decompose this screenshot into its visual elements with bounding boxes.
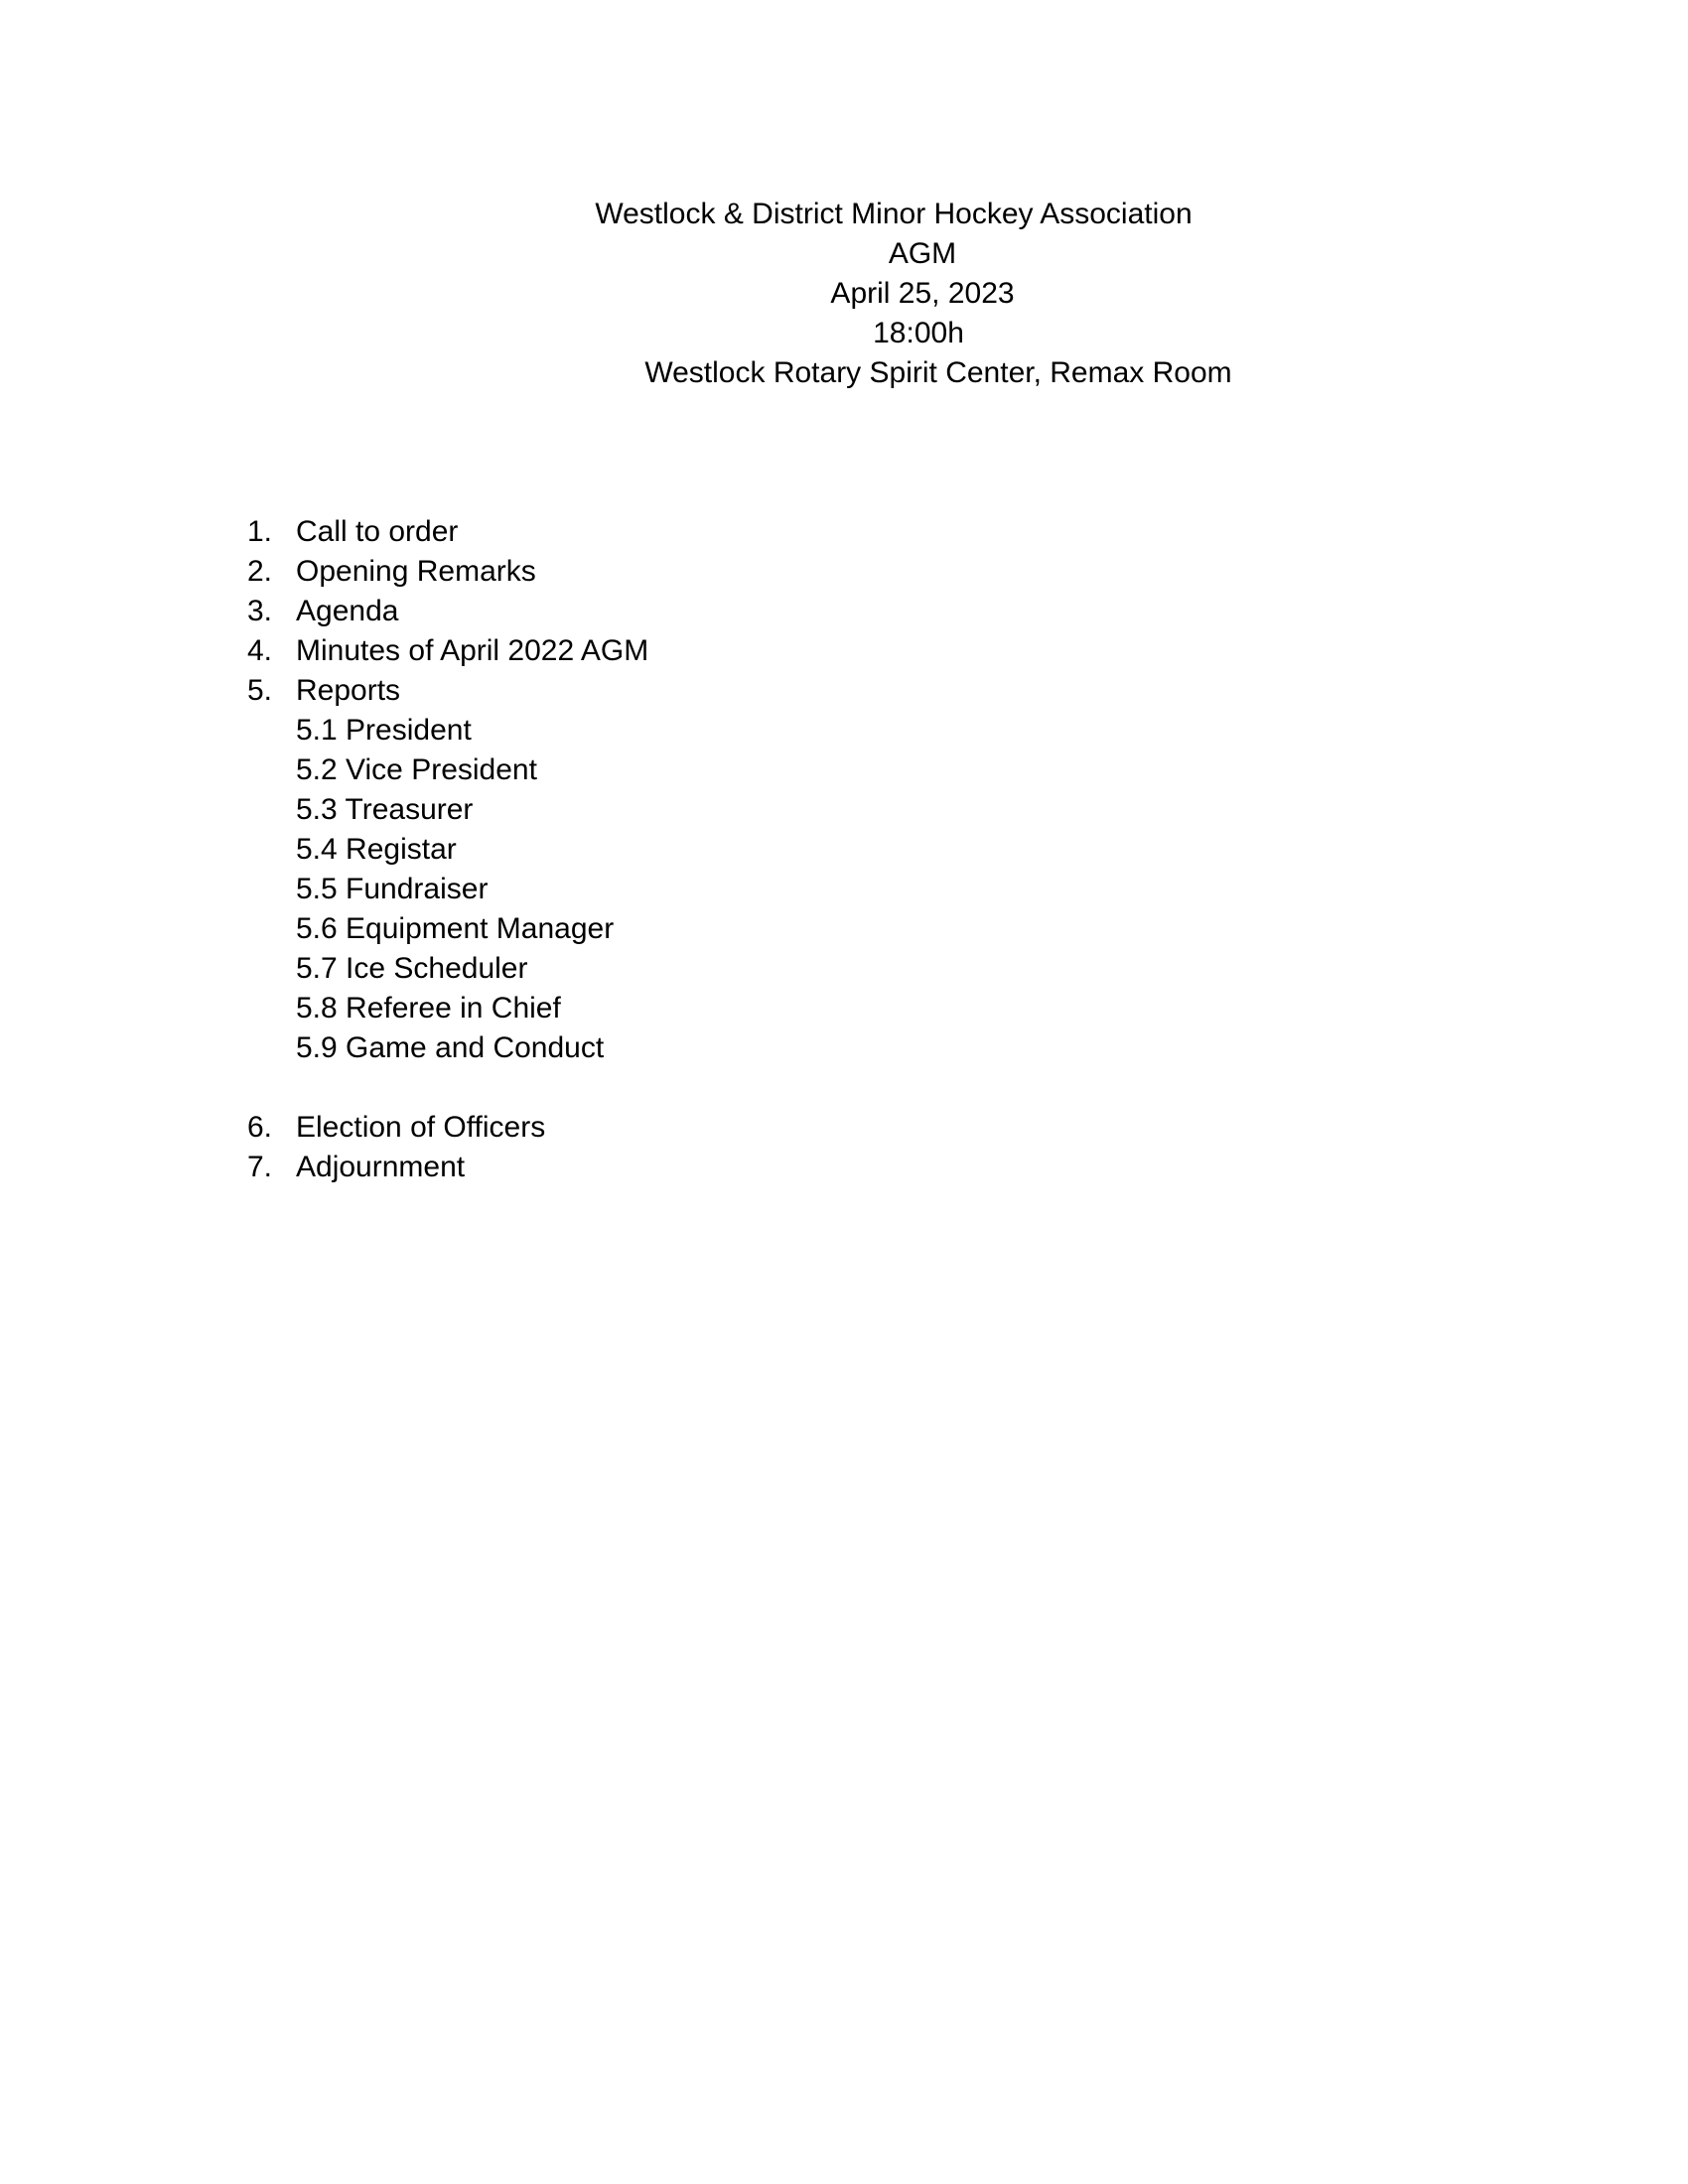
report-item-label: 5.9 Game and Conduct <box>296 1031 605 1064</box>
agenda-item-number: 3. <box>247 595 273 627</box>
agenda-item-label: Opening Remarks <box>296 555 536 588</box>
meeting-time: 18:00h <box>873 317 964 349</box>
report-item-label: 5.8 Referee in Chief <box>296 992 561 1024</box>
agenda-item-number: 5. <box>247 674 273 707</box>
report-item-label: 5.5 Fundraiser <box>296 873 489 905</box>
report-item-label: 5.3 Treasurer <box>296 793 474 826</box>
agenda-item-number: 6. <box>247 1111 273 1144</box>
agenda-item-label: Call to order <box>296 515 459 548</box>
report-item-label: 5.2 Vice President <box>296 753 537 786</box>
agenda-item-label: Election of Officers <box>296 1111 546 1144</box>
agenda-item-label: Minutes of April 2022 AGM <box>296 634 649 667</box>
agenda-item-number: 7. <box>247 1151 273 1183</box>
agenda-item-label: Agenda <box>296 595 399 627</box>
agenda-item-label: Adjournment <box>296 1151 466 1183</box>
agenda-item-number: 2. <box>247 555 273 588</box>
organization-name: Westlock & District Minor Hockey Association <box>595 198 1193 230</box>
report-item-label: 5.7 Ice Scheduler <box>296 952 528 985</box>
report-item-label: 5.4 Registar <box>296 833 457 866</box>
report-item-label: 5.1 President <box>296 714 472 747</box>
agenda-item-number: 1. <box>247 515 273 548</box>
meeting-date: April 25, 2023 <box>830 277 1015 310</box>
meeting-type: AGM <box>888 237 957 270</box>
report-item-label: 5.6 Equipment Manager <box>296 912 615 945</box>
agenda-item-number: 4. <box>247 634 273 667</box>
meeting-location: Westlock Rotary Spirit Center, Remax Room <box>644 356 1232 389</box>
agenda-item-label: Reports <box>296 674 401 707</box>
